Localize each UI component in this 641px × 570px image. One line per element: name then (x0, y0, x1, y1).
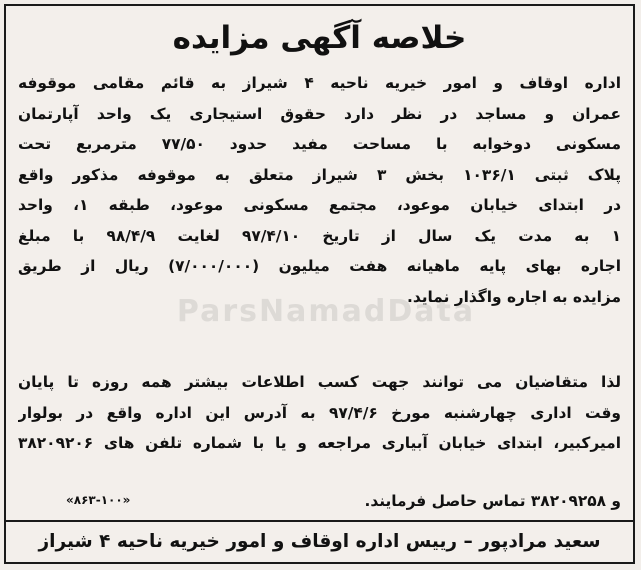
paragraph-line: امیرکبیر، ابتدای خیابان آبیاری مراجعه و یا با شماره تلفن های ۳۸۲۰۹۲۰۶ (18, 434, 621, 452)
paragraph-line: ۱ به مدت یک سال از تاریخ ۹۷/۴/۱۰ لغایت ۹۸/۴/۹ با مبلغ (18, 226, 621, 245)
notice-title: خلاصه آگهی مزایده (172, 20, 467, 56)
paragraph-line: مزایده به اجاره واگذار نماید. (407, 287, 621, 306)
paragraph-line: در ابتدای خیابان موعود، مجتمع مسکونی موعود، طبقه ۱، واحد (18, 196, 621, 214)
paragraph-line: اجاره بهای پایه ماهیانه هفت میلیون (۷/۰۰۰/۰۰۰) ریال از طریق (18, 257, 621, 275)
signature-divider (6, 520, 633, 522)
paragraph-line: وقت اداری چهارشنبه مورخ ۹۷/۴/۶ به آدرس این اداره واقع در بولوار (18, 403, 621, 422)
watermark-text: ParsNamadData (176, 294, 476, 329)
paragraph-line: پلاک ثبتی ۱۰۳۶/۱ بخش ۳ شیراز متعلق به موقوفه مذکور واقع (18, 165, 621, 184)
notice-frame (4, 4, 635, 564)
notice-code: «۸۶۳-۱۰۰» (66, 493, 131, 507)
signature-line: سعید مرادپور – رییس اداره اوقاف و امور خیریه ناحیه ۴ شیراز (38, 531, 601, 552)
paragraph-line: اداره اوقاف و امور خیریه ناحیه ۴ شیراز به قائم مقامی موقوفه (18, 74, 621, 92)
paragraph-line: مسکونی دوخوابه با مساحت مفید حدود ۷۷/۵۰ مترمربع تحت (18, 135, 621, 153)
paragraph-line: عمران و مساجد در نظر دارد حقوق استیجاری یک واحد آپارتمان (18, 104, 621, 123)
paragraph-line: لذا متقاضیان می توانند جهت کسب اطلاعات بیشتر همه روزه تا پایان (18, 373, 621, 391)
contact-closing-line: و ۳۸۲۰۹۲۵۸ تماس حاصل فرمایند. (364, 492, 621, 510)
notice-paragraph-2 (18, 367, 621, 459)
notice-paragraph-1 (18, 68, 621, 312)
